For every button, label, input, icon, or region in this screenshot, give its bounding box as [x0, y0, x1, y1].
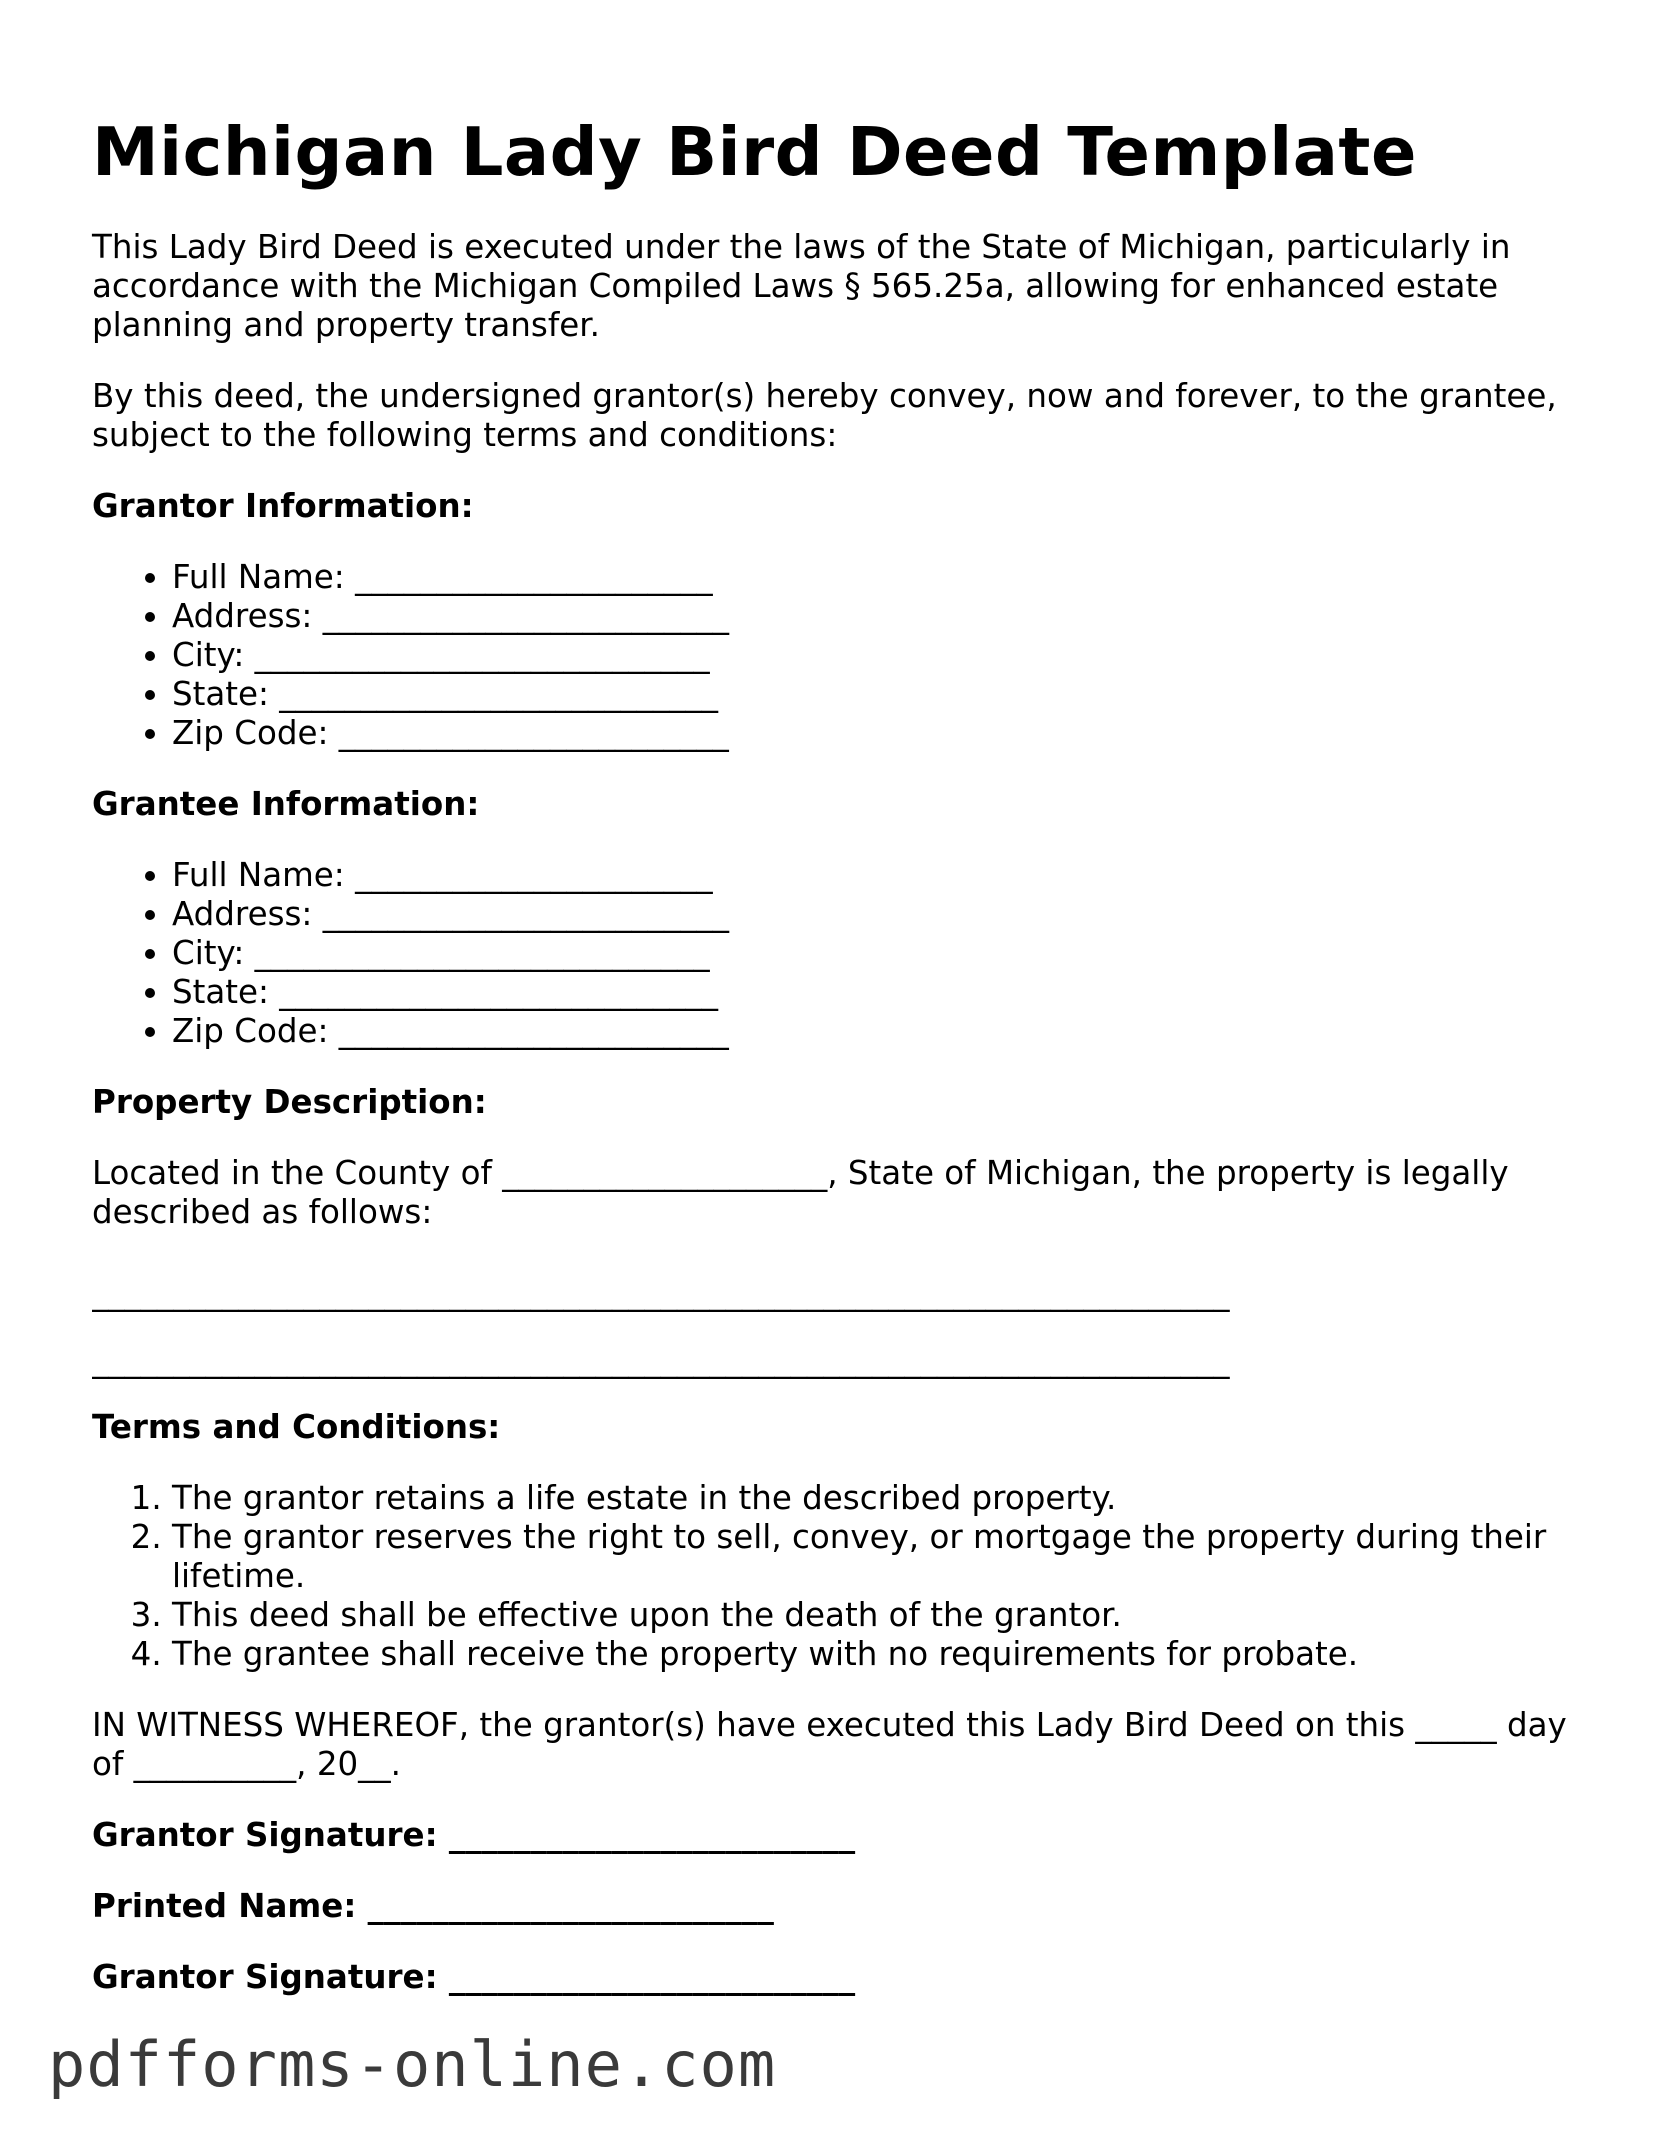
watermark-text: pdfforms-online.com: [48, 2028, 777, 2101]
conveyance-paragraph: By this deed, the undersigned grantor(s) hereby convey, now and forever, to the grantee, subject to the following terms and conditions:: [92, 377, 1557, 454]
grantor-heading: Grantor Information:: [92, 487, 474, 525]
term-item: 2. The grantor reserves the right to sell, convey, or mortgage the property during their lifetime.: [172, 1518, 1582, 1596]
grantor-signature-field-2[interactable]: Grantor Signature: _________________________: [92, 1958, 856, 1996]
grantor-city-field[interactable]: • City: ____________________________: [172, 636, 1582, 675]
witness-paragraph: IN WITNESS WHEREOF, the grantor(s) have executed this Lady Bird Deed on this _____ day of __________, 20__.: [92, 1706, 1567, 1783]
printed-name-field[interactable]: Printed Name: _________________________: [92, 1887, 774, 1925]
terms-list: [92, 1479, 1582, 1674]
legal-description-line[interactable]: ______________________________________________________________________: [92, 1341, 1230, 1379]
legal-description-line[interactable]: ______________________________________________________________________: [92, 1274, 1230, 1312]
grantor-zip-field[interactable]: • Zip Code: ________________________: [172, 714, 1582, 753]
grantor-state-field[interactable]: • State: ___________________________: [172, 675, 1582, 714]
grantee-city-field[interactable]: • City: ____________________________: [172, 934, 1582, 973]
document-page: [92, 112, 1582, 2029]
grantor-signature-field[interactable]: Grantor Signature: _________________________: [92, 1816, 856, 1854]
grantee-field-list: [92, 856, 1582, 1051]
intro-paragraph: This Lady Bird Deed is executed under the laws of the State of Michigan, particularly in accordance with the Michigan Compiled Laws § 565.25a, allowing for enhanced estate planning and property transfer.: [92, 228, 1511, 344]
grantee-state-field[interactable]: • State: ___________________________: [172, 973, 1582, 1012]
grantor-field-list: [92, 558, 1582, 753]
document-title: Michigan Lady Bird Deed Template: [92, 113, 1417, 191]
property-county-text: Located in the County of ____________________, State of Michigan, the property is legally described as follows:: [92, 1154, 1509, 1231]
grantee-heading: Grantee Information:: [92, 785, 480, 823]
terms-heading: Terms and Conditions:: [92, 1408, 501, 1446]
grantee-address-field[interactable]: • Address: _________________________: [172, 895, 1582, 934]
property-heading: Property Description:: [92, 1083, 487, 1121]
legal-description-lines: [92, 1274, 1582, 1380]
term-item: 3. This deed shall be effective upon the death of the grantor.: [172, 1596, 1582, 1635]
term-item: 1. The grantor retains a life estate in the described property.: [172, 1479, 1582, 1518]
grantor-full-name-field[interactable]: • Full Name: ______________________: [172, 558, 1582, 597]
grantee-full-name-field[interactable]: • Full Name: ______________________: [172, 856, 1582, 895]
grantor-address-field[interactable]: • Address: _________________________: [172, 597, 1582, 636]
grantee-zip-field[interactable]: • Zip Code: ________________________: [172, 1012, 1582, 1051]
term-item: 4. The grantee shall receive the property with no requirements for probate.: [172, 1635, 1582, 1674]
